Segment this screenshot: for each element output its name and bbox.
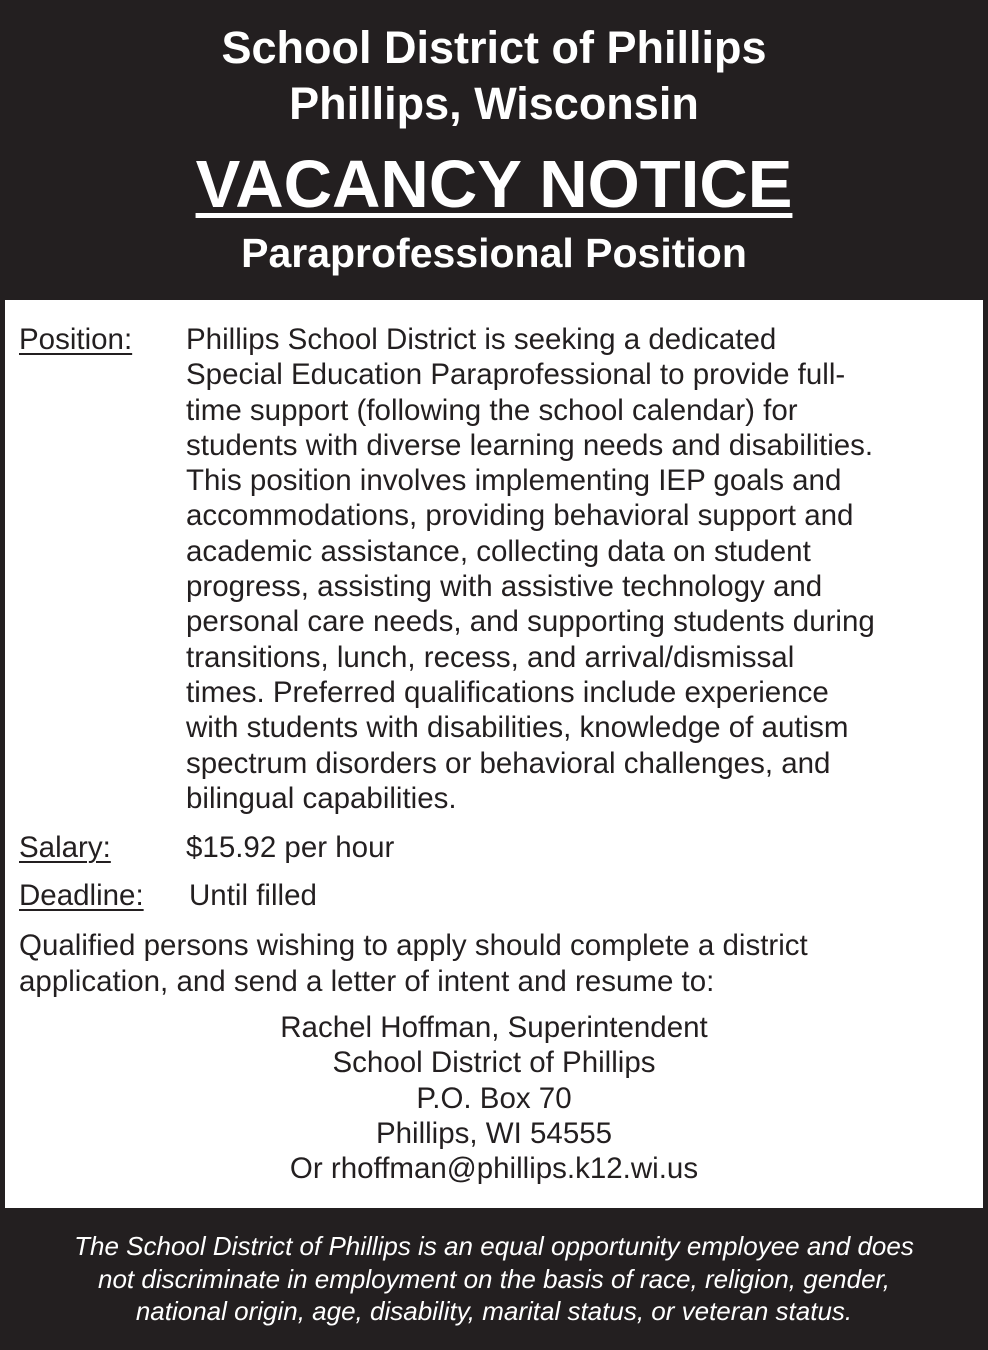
position-label: Position: <box>19 323 133 356</box>
position-line: This position involves implementing IEP goals and <box>186 464 842 498</box>
position-line: transitions, lunch, recess, and arrival/dismissal <box>186 640 795 674</box>
district-name: School District of Phillips <box>221 22 767 73</box>
contact-city: Phillips, WI 54555 <box>375 1116 613 1150</box>
notice-header <box>0 0 988 300</box>
notice-title-wrap <box>0 148 988 222</box>
contact-email: Or rhoffman@phillips.k12.wi.us <box>289 1152 699 1186</box>
position-line: accommodations, providing behavioral support and <box>186 499 854 533</box>
contact-name: Rachel Hoffman, Superintendent <box>280 1011 708 1044</box>
notice-body <box>5 300 983 1208</box>
position-line: personal care needs, and supporting students during <box>186 605 875 639</box>
application-line: application, and send a letter of intent and resume to: <box>19 964 715 998</box>
footer-line: The School District of Phillips is an equal opportunity employee and does <box>74 1231 914 1261</box>
application-instructions <box>19 928 969 999</box>
contact-po-box: P.O. Box 70 <box>416 1081 572 1115</box>
position-line: Special Education Paraprofessional to provide full- <box>186 358 846 392</box>
position-line: students with diverse learning needs and disabilities. <box>186 428 874 462</box>
notice-title: VACANCY NOTICE <box>195 147 793 222</box>
position-line: Phillips School District is seeking a dedicated <box>186 323 777 356</box>
position-line: with students with disabilities, knowledge of autism <box>186 711 849 745</box>
position-line: time support (following the school calendar) for <box>186 393 798 427</box>
salary-value: $15.92 per hour <box>186 831 395 864</box>
district-location: Phillips, Wisconsin <box>289 78 699 129</box>
position-line: academic assistance, collecting data on student <box>186 534 811 568</box>
position-line: times. Preferred qualifications include experience <box>186 675 829 709</box>
position-subtitle: Paraprofessional Position <box>241 230 747 276</box>
position-line: bilingual capabilities. <box>186 781 457 815</box>
position-description <box>186 322 966 816</box>
deadline-value: Until filled <box>189 879 317 912</box>
salary-label: Salary: <box>19 831 111 864</box>
position-line: spectrum disorders or behavioral challenges, and <box>186 746 831 780</box>
deadline-label: Deadline: <box>19 879 144 912</box>
contact-organization: School District of Phillips <box>332 1046 656 1080</box>
position-line: progress, assisting with assistive technology and <box>186 570 823 604</box>
application-line: Qualified persons wishing to apply should complete a district <box>19 929 808 962</box>
contact-address <box>5 1010 983 1186</box>
footer-line: national origin, age, disability, marital status, or veteran status. <box>135 1296 853 1326</box>
equal-opportunity-statement <box>0 1230 988 1328</box>
footer-line: not discriminate in employment on the basis of race, religion, gender, <box>98 1263 890 1294</box>
